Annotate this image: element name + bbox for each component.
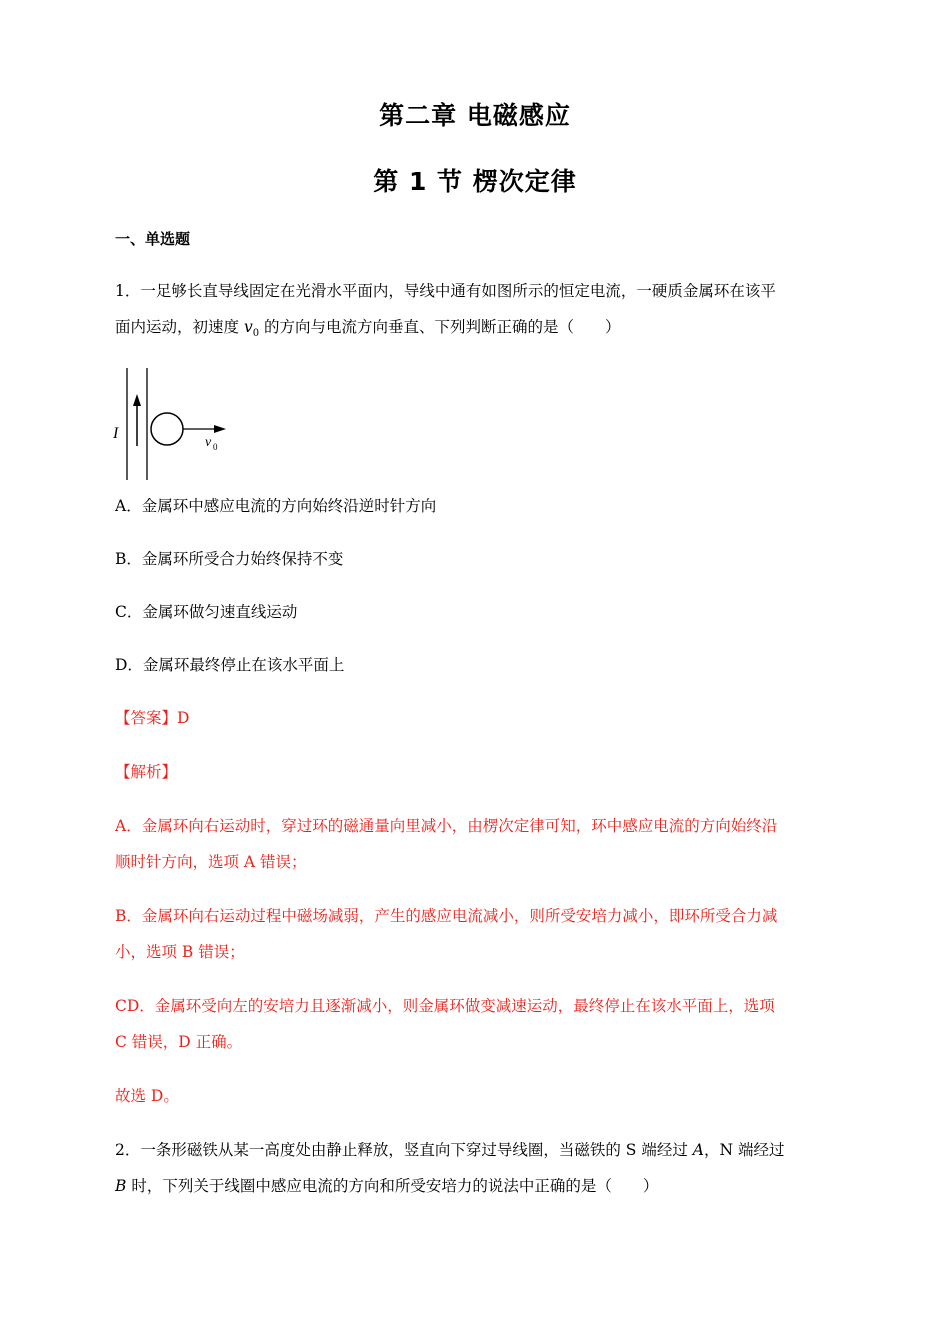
chapter-title: 第二章 电磁感应 bbox=[379, 101, 571, 130]
velocity-arrow-head-icon bbox=[214, 425, 226, 433]
q2-stem-line1-pre: 2．一条形磁铁从某一高度处由静止释放，竖直向下穿过导线圈，当磁铁的 S 端经过 bbox=[115, 1141, 693, 1159]
q1-stem-line2-post: 的方向与电流方向垂直、下列判断正确的是（ ） bbox=[259, 318, 621, 336]
q2-stem-line1-post: ，N 端经过 bbox=[703, 1141, 785, 1159]
q1-analysis-a-line1: A．金属环向右运动时，穿过环的磁通量向里减小，由楞次定律可知，环中感应电流的方向始终沿 bbox=[115, 817, 778, 835]
q1-figure bbox=[110, 366, 230, 484]
q1-analysis-label: 【解析】 bbox=[115, 763, 178, 781]
metal-ring bbox=[151, 413, 183, 445]
q1-stem-velocity-symbol: v bbox=[243, 318, 253, 336]
q1-analysis-b-line1: B．金属环向右运动过程中磁场减弱，产生的感应电流减小，则所受安培力减小，即环所受合力减 bbox=[115, 907, 778, 925]
q1-analysis-a-line2: 顺时针方向，选项 A 错误； bbox=[115, 853, 307, 871]
q1-option-d: D．金属环最终停止在该水平面上 bbox=[115, 656, 345, 674]
q1-stem-line2 bbox=[115, 316, 835, 345]
part-heading: 一、单选题 bbox=[115, 230, 191, 248]
q2-stem-line2 bbox=[115, 1175, 835, 1197]
current-label: I bbox=[113, 425, 119, 442]
q1-analysis-b-line2: 小，选项 B 错误； bbox=[115, 943, 245, 961]
q1-stem-line2-pre: 面内运动，初速度 bbox=[115, 318, 244, 336]
section-title: 第 1 节 楞次定律 bbox=[373, 167, 577, 196]
q2-point-a: A bbox=[692, 1141, 704, 1159]
q2-stem-line2-post: 时，下列关于线圈中感应电流的方向和所受安培力的说法中正确的是（ ） bbox=[126, 1177, 659, 1195]
q1-stem-velocity-subscript: 0 bbox=[252, 328, 260, 340]
wire-ring-diagram bbox=[110, 366, 230, 484]
velocity-label-subscript: 0 bbox=[213, 442, 218, 452]
q1-stem-line1: 1．一足够长直导线固定在光滑水平面内，导线中通有如图所示的恒定电流，一硬质金属环在该平 bbox=[115, 282, 776, 300]
velocity-label: v bbox=[205, 435, 212, 450]
current-arrow-head-icon bbox=[133, 394, 141, 406]
q1-option-b: B．金属环所受合力始终保持不变 bbox=[115, 550, 344, 568]
q1-analysis-cd-line2: C 错误，D 正确。 bbox=[115, 1033, 243, 1051]
q2-point-b: B bbox=[115, 1177, 127, 1195]
q1-analysis-cd-line1: CD．金属环受向左的安培力且逐渐减小，则金属环做变减速运动，最终停止在该水平面上，选项 bbox=[115, 997, 775, 1015]
q1-analysis-conclusion: 故选 D。 bbox=[115, 1087, 179, 1105]
q1-option-a: A．金属环中感应电流的方向始终沿逆时针方向 bbox=[115, 497, 437, 515]
q1-option-c: C．金属环做匀速直线运动 bbox=[115, 603, 298, 621]
q1-answer: 【答案】D bbox=[115, 709, 190, 727]
q2-stem-line1 bbox=[115, 1139, 835, 1161]
